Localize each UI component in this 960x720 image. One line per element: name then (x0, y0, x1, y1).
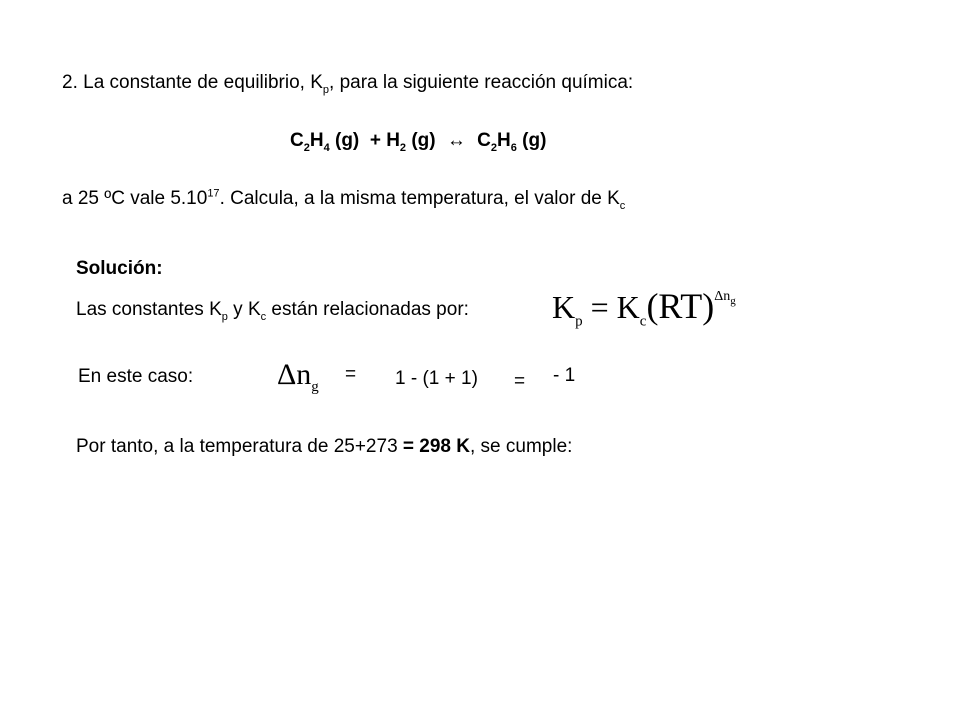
case-label: En este caso: (78, 366, 194, 387)
problem-statement: a 25 ºC vale 5.10$^{17}$. Calcula, a la misma temperatura, el valor de $K_c$ (62, 187, 626, 212)
solution-heading: Solución: (76, 258, 163, 279)
delta-ng: $\Delta n_g$ (277, 358, 319, 395)
reaction-equation: $C_2H_4$ $(g) + H_2$ (g) ↔ $C_2H_6$ (g) (290, 130, 547, 154)
delta-result: - 1 (553, 365, 576, 386)
conclusion-text: Por tanto, a la temperatura de 25+273 = 298 K, se cumple: (76, 436, 573, 457)
equals-sign-2: = (514, 371, 526, 392)
problem-intro: 2. La constante de equilibrio, $K_p$, para la siguiente reacción química: (62, 72, 634, 96)
delta-expression: 1 - (1 + 1) (395, 368, 478, 389)
relation-text: Las constantes $K_p$ y $K_c$ están relacionadas por: (76, 299, 469, 323)
kp-kc-formula: $K_p = K_c(RT)^{\Delta n_g}$ (552, 286, 736, 330)
equilibrium-arrow-icon: ↔ (446, 130, 466, 151)
equals-sign-1: = (345, 364, 357, 385)
